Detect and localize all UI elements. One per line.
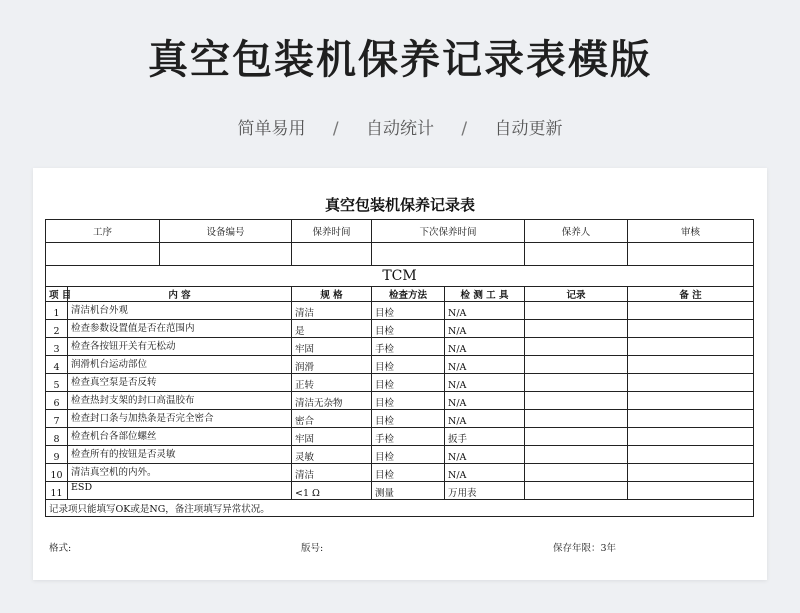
- table-row: [46, 320, 754, 338]
- header-row: [46, 220, 754, 243]
- label-maintainer: 保养人: [525, 220, 628, 243]
- sheet-title: 真空包装机保养记录表: [324, 196, 475, 214]
- record-cell[interactable]: [525, 482, 628, 500]
- item-method: 目检: [372, 410, 445, 428]
- item-content: 清洁真空机的内外。: [68, 464, 292, 482]
- item-method: 手检: [372, 338, 445, 356]
- item-content: ESD: [68, 482, 292, 500]
- item-content: 清洁机台外观: [68, 302, 292, 320]
- table-row: [46, 302, 754, 320]
- feature-auto-update: 自动更新: [494, 119, 563, 139]
- table-row: [46, 464, 754, 482]
- record-cell[interactable]: [525, 410, 628, 428]
- item-tool: N/A: [445, 338, 525, 356]
- page-title: 真空包装机保养记录表模版: [148, 37, 652, 83]
- col-record: 记录: [525, 287, 628, 302]
- item-number: 11: [46, 482, 68, 500]
- item-method: 测量: [372, 482, 445, 500]
- item-content: 检查机台各部位螺丝: [68, 428, 292, 446]
- column-header-row: [46, 287, 754, 302]
- label-maintenance-time: 保养时间: [292, 220, 372, 243]
- col-spec: 规 格: [292, 287, 372, 302]
- col-item: 项 目: [46, 287, 68, 302]
- item-spec: 清洁: [292, 302, 372, 320]
- item-method: 目检: [372, 392, 445, 410]
- retention-label: 保存年限：3年: [553, 543, 617, 554]
- item-tool: N/A: [445, 464, 525, 482]
- remark-cell[interactable]: [628, 482, 754, 500]
- feature-auto-stats: 自动统计: [366, 119, 434, 139]
- maintenance-table: [45, 219, 754, 517]
- version-label: 版号:: [301, 543, 324, 554]
- item-tool: N/A: [445, 410, 525, 428]
- item-spec: 清洁无杂物: [292, 392, 372, 410]
- maintenance-time-cell[interactable]: [292, 243, 372, 266]
- item-content: 检查真空泵是否反转: [68, 374, 292, 392]
- remark-cell[interactable]: [628, 356, 754, 374]
- format-label: 格式:: [49, 543, 72, 554]
- header-value-row: [46, 243, 754, 266]
- item-tool: N/A: [445, 446, 525, 464]
- col-remark: 备 注: [628, 287, 754, 302]
- remark-cell[interactable]: [628, 320, 754, 338]
- item-content: 检查封口条与加热条是否完全密合: [68, 410, 292, 428]
- record-cell[interactable]: [525, 356, 628, 374]
- item-tool: N/A: [445, 356, 525, 374]
- item-spec: <1 Ω: [292, 482, 372, 500]
- item-number: 10: [46, 464, 68, 482]
- item-spec: 清洁: [292, 464, 372, 482]
- label-process: 工序: [46, 220, 160, 243]
- table-row: [46, 338, 754, 356]
- table-row: [46, 482, 754, 500]
- note-text: 记录项只能填写OK或是NG，备注项填写异常状况。: [46, 500, 754, 517]
- item-content: 检查所有的按钮是否灵敏: [68, 446, 292, 464]
- item-number: 6: [46, 392, 68, 410]
- table-row: [46, 446, 754, 464]
- item-number: 3: [46, 338, 68, 356]
- item-content: 检查各按钮开关有无松动: [68, 338, 292, 356]
- tcm-label: TCM: [46, 266, 754, 287]
- feature-easy: 简单易用: [237, 119, 306, 139]
- remark-cell[interactable]: [628, 446, 754, 464]
- table-row: [46, 356, 754, 374]
- item-tool: N/A: [445, 392, 525, 410]
- item-number: 5: [46, 374, 68, 392]
- remark-cell[interactable]: [628, 410, 754, 428]
- record-cell[interactable]: [525, 338, 628, 356]
- item-method: 手检: [372, 428, 445, 446]
- item-content: 润滑机台运动部位: [68, 356, 292, 374]
- item-tool: N/A: [445, 374, 525, 392]
- equipment-no-cell[interactable]: [160, 243, 292, 266]
- col-content: 内 容: [68, 287, 292, 302]
- record-cell[interactable]: [525, 446, 628, 464]
- item-method: 目检: [372, 320, 445, 338]
- table-row: [46, 428, 754, 446]
- label-equipment-no: 设备编号: [160, 220, 292, 243]
- item-number: 7: [46, 410, 68, 428]
- next-maintenance-time-cell[interactable]: [372, 243, 525, 266]
- record-cell[interactable]: [525, 374, 628, 392]
- item-spec: 灵敏: [292, 446, 372, 464]
- item-spec: 牢固: [292, 428, 372, 446]
- col-method: 检查方法: [372, 287, 445, 302]
- item-spec: 润滑: [292, 356, 372, 374]
- item-number: 9: [46, 446, 68, 464]
- table-row: [46, 410, 754, 428]
- table-row: [46, 392, 754, 410]
- item-method: 目检: [372, 356, 445, 374]
- label-next-maintenance-time: 下次保养时间: [372, 220, 525, 243]
- process-cell[interactable]: [46, 243, 160, 266]
- table-row: [46, 374, 754, 392]
- item-content: 检查参数设置值是否在范围内: [68, 320, 292, 338]
- item-tool: N/A: [445, 320, 525, 338]
- record-cell[interactable]: [525, 320, 628, 338]
- record-sheet: [33, 168, 767, 580]
- item-number: 1: [46, 302, 68, 320]
- col-tool: 检 测 工 具: [445, 287, 525, 302]
- reviewer-cell[interactable]: [628, 243, 754, 266]
- item-number: 8: [46, 428, 68, 446]
- item-spec: 正转: [292, 374, 372, 392]
- record-cell[interactable]: [525, 464, 628, 482]
- remark-cell[interactable]: [628, 338, 754, 356]
- item-method: 目检: [372, 374, 445, 392]
- item-tool: 扳手: [445, 428, 525, 446]
- remark-cell[interactable]: [628, 374, 754, 392]
- item-content: 检查热封支架的封口高温胶布: [68, 392, 292, 410]
- item-tool: N/A: [445, 302, 525, 320]
- item-method: 目检: [372, 446, 445, 464]
- remark-cell[interactable]: [628, 392, 754, 410]
- label-reviewer: 审核: [628, 220, 754, 243]
- remark-cell[interactable]: [628, 428, 754, 446]
- item-spec: 牢固: [292, 338, 372, 356]
- item-spec: 密合: [292, 410, 372, 428]
- item-spec: 是: [292, 320, 372, 338]
- tcm-row: [46, 266, 754, 287]
- item-method: 目检: [372, 464, 445, 482]
- separator: /: [461, 119, 468, 139]
- record-cell[interactable]: [525, 302, 628, 320]
- item-number: 2: [46, 320, 68, 338]
- item-tool: 万用表: [445, 482, 525, 500]
- note-row: [46, 500, 754, 517]
- feature-list: [0, 114, 800, 139]
- separator: /: [332, 119, 339, 139]
- maintainer-cell[interactable]: [525, 243, 628, 266]
- remark-cell[interactable]: [628, 464, 754, 482]
- remark-cell[interactable]: [628, 302, 754, 320]
- item-number: 4: [46, 356, 68, 374]
- record-cell[interactable]: [525, 392, 628, 410]
- record-cell[interactable]: [525, 428, 628, 446]
- item-method: 目检: [372, 302, 445, 320]
